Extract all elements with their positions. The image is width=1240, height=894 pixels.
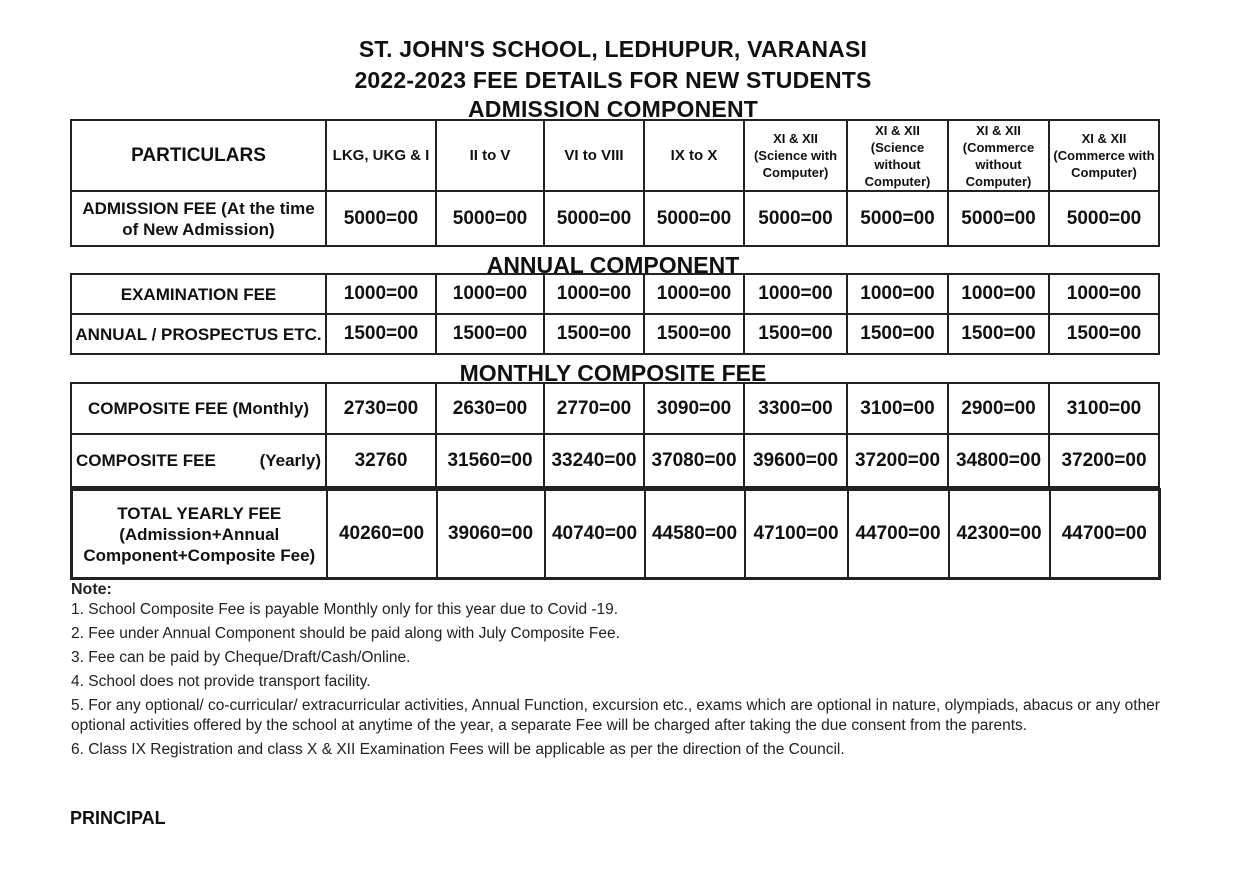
annual-prospectus-row [71, 314, 1159, 354]
col-header-vi-to-viii: VI to VIII [544, 120, 644, 191]
note-item: 6. Class IX Registration and class X & XII Examination Fees will be applicable as per the direction of the Council. [71, 741, 845, 758]
fee-cell: 1000=00 [436, 274, 544, 314]
notes-title: Note: [71, 581, 112, 598]
fee-cell: 39060=00 [437, 490, 545, 579]
col-header-science-without-computer: XI & XII (Science without Computer) [847, 120, 948, 191]
fee-cell: 5000=00 [544, 191, 644, 246]
col-header-lkg-ukg-i: LKG, UKG & I [326, 120, 436, 191]
fee-cell: 2900=00 [948, 383, 1049, 434]
fee-cell: 3100=00 [847, 383, 948, 434]
row-label: COMPOSITE FEE (Monthly) [71, 383, 326, 434]
note-item: 4. School does not provide transport facility. [71, 673, 371, 690]
fee-cell: 1000=00 [744, 274, 847, 314]
fee-cell: 3300=00 [744, 383, 847, 434]
row-label-left: COMPOSITE FEE [76, 451, 216, 470]
col-header-commerce-without-computer: XI & XII (Commerce without Computer) [948, 120, 1049, 191]
total-table [70, 488, 1161, 580]
row-label-right: (Yearly) [259, 451, 321, 470]
fee-cell: 2770=00 [544, 383, 644, 434]
fee-cell: 1500=00 [948, 314, 1049, 354]
fee-cell: 5000=00 [948, 191, 1049, 246]
principal-signature: PRINCIPAL [70, 808, 166, 828]
fee-cell: 1500=00 [544, 314, 644, 354]
fee-cell: 33240=00 [544, 434, 644, 487]
col-header-commerce-with-computer: XI & XII (Commerce with Computer) [1049, 120, 1159, 191]
fee-cell: 37200=00 [1049, 434, 1159, 487]
fee-cell: 3100=00 [1049, 383, 1159, 434]
admission-fee-row [71, 191, 1159, 246]
col-header-ix-to-x: IX to X [644, 120, 744, 191]
row-label: ADMISSION FEE (At the time of New Admission) [71, 191, 326, 246]
fee-cell: 1500=00 [436, 314, 544, 354]
examination-fee-row [71, 274, 1159, 314]
fee-cell: 2630=00 [436, 383, 544, 434]
fee-cell: 5000=00 [644, 191, 744, 246]
fee-cell: 2730=00 [326, 383, 436, 434]
col-header-particulars: PARTICULARS [71, 120, 326, 191]
composite-monthly-row [71, 383, 1159, 434]
document-subtitle: 2022-2023 FEE DETAILS FOR NEW STUDENTS [354, 67, 872, 93]
fee-cell: 5000=00 [1049, 191, 1159, 246]
school-name: ST. JOHN'S SCHOOL, LEDHUPUR, VARANASI [358, 36, 868, 62]
fee-cell: 1000=00 [544, 274, 644, 314]
row-label: EXAMINATION FEE [71, 274, 326, 314]
fee-cell: 1500=00 [1049, 314, 1159, 354]
fee-cell: 1500=00 [847, 314, 948, 354]
row-label: TOTAL YEARLY FEE (Admission+Annual Component+Composite Fee) [72, 490, 327, 579]
fee-cell: 44700=00 [848, 490, 949, 579]
col-header-ii-to-v: II to V [436, 120, 544, 191]
monthly-table [70, 382, 1160, 488]
fee-cell: 31560=00 [436, 434, 544, 487]
fee-cell: 3090=00 [644, 383, 744, 434]
note-item: 5. For any optional/ co-curricular/ extracurricular activities, Annual Function, excursion etc., exams which are optional in nature, olympiads, abacus or any other optional activities offered by the school at anytime of the year, a separate Fee will be charged after taking the due consent from the parents. [71, 697, 1160, 734]
fee-cell: 44580=00 [645, 490, 745, 579]
col-header-science-with-computer: XI & XII (Science with Computer) [744, 120, 847, 191]
total-yearly-fee-row [72, 490, 1160, 579]
fee-cell: 1000=00 [326, 274, 436, 314]
note-item: 1. School Composite Fee is payable Monthly only for this year due to Covid -19. [71, 601, 619, 618]
fee-cell: 1500=00 [744, 314, 847, 354]
section-annual-heading: ANNUAL COMPONENT [486, 252, 740, 278]
fee-cell: 5000=00 [847, 191, 948, 246]
fee-cell: 42300=00 [949, 490, 1050, 579]
note-item: 3. Fee can be paid by Cheque/Draft/Cash/Online. [71, 649, 411, 666]
fee-cell: 39600=00 [744, 434, 847, 487]
fee-cell: 1500=00 [644, 314, 744, 354]
notes-section [71, 580, 1171, 764]
note-item: 2. Fee under Annual Component should be paid along with July Composite Fee. [71, 625, 620, 642]
fee-cell: 34800=00 [948, 434, 1049, 487]
fee-cell: 5000=00 [436, 191, 544, 246]
fee-cell: 1000=00 [847, 274, 948, 314]
admission-table [70, 119, 1160, 247]
fee-cell: 5000=00 [744, 191, 847, 246]
header-row [71, 120, 1159, 191]
fee-cell: 1500=00 [326, 314, 436, 354]
fee-cell: 40260=00 [327, 490, 437, 579]
row-label: ANNUAL / PROSPECTUS ETC. [71, 314, 326, 354]
composite-yearly-row [71, 434, 1159, 487]
section-admission-heading: ADMISSION COMPONENT [467, 96, 759, 122]
fee-cell: 40740=00 [545, 490, 645, 579]
fee-cell: 1000=00 [644, 274, 744, 314]
row-label [71, 434, 326, 487]
fee-cell: 32760 [326, 434, 436, 487]
fee-cell: 1000=00 [948, 274, 1049, 314]
fee-cell: 37080=00 [644, 434, 744, 487]
fee-cell: 5000=00 [326, 191, 436, 246]
fee-cell: 44700=00 [1050, 490, 1160, 579]
fee-cell: 37200=00 [847, 434, 948, 487]
annual-table [70, 273, 1160, 355]
section-monthly-heading: MONTHLY COMPOSITE FEE [459, 360, 767, 386]
fee-cell: 1000=00 [1049, 274, 1159, 314]
fee-cell: 47100=00 [745, 490, 848, 579]
